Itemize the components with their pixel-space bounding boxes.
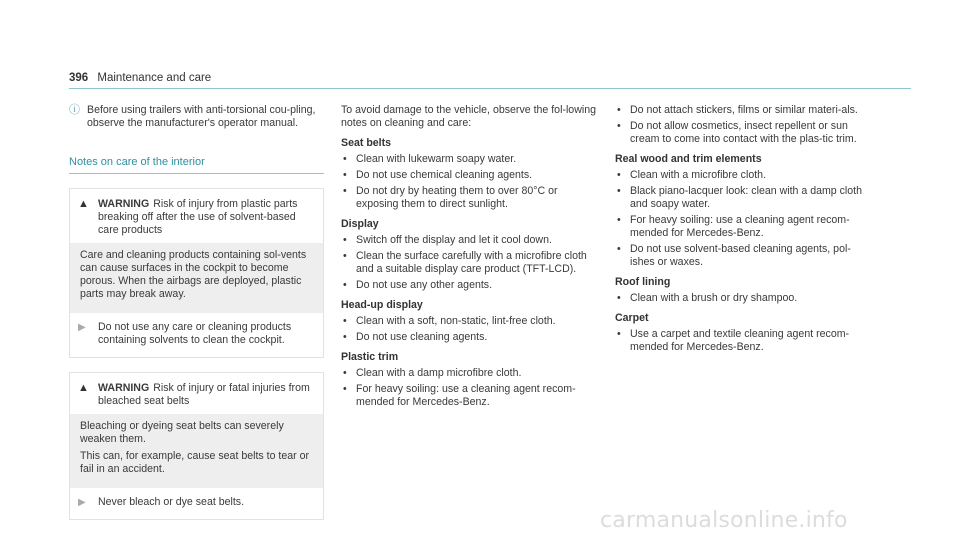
note-text: Before using trailers with anti-torsional cou-pling, observe the manufacturer's operator manual.: [87, 104, 316, 129]
list-item: • For heavy soiling: use a cleaning agent recom-mended for Mercedes-Benz.: [617, 214, 850, 239]
intro-text: To avoid damage to the vehicle, observe the fol-lowing notes on cleaning and care:: [341, 104, 596, 129]
info-icon: ⓘ: [69, 104, 80, 116]
section-divider: [69, 173, 324, 174]
list-item: • Clean with a soft, non-static, lint-free cloth.: [343, 315, 556, 327]
column-1: [69, 104, 324, 520]
warning-text: Bleaching or dyeing seat belts can severely weaken them.: [80, 420, 284, 445]
list-item: • Clean the surface carefully with a microfibre cloth and a suitable display care product (TFT-LCD).: [343, 250, 587, 275]
warning-header: [70, 373, 323, 414]
column-2: [341, 104, 601, 409]
list-item: • Clean with a brush or dry shampoo.: [617, 292, 798, 304]
subheading-carpet: Carpet: [615, 312, 649, 324]
page-number: 396: [69, 72, 89, 84]
warning-title: Risk of injury or fatal injuries from bleached seat belts: [98, 382, 310, 407]
instruction-text: Never bleach or dye seat belts.: [98, 496, 245, 508]
subheading-seat-belts: Seat belts: [341, 137, 392, 149]
subheading-plastic: Plastic trim: [341, 351, 399, 363]
warning-body: [70, 414, 323, 488]
warning-label: WARNING: [98, 198, 150, 210]
subheading-roof: Roof lining: [615, 276, 671, 288]
list-item: • Do not use any other agents.: [343, 279, 493, 291]
list-item: • Do not attach stickers, films or similar materi-als.: [617, 104, 858, 116]
subheading-wood: Real wood and trim elements: [615, 153, 762, 165]
page-header: [69, 72, 211, 84]
list-item: • Clean with a microfibre cloth.: [617, 169, 767, 181]
warning-instruction: [70, 488, 323, 519]
subheading-display: Display: [341, 218, 379, 230]
warning-body: [70, 243, 323, 313]
list-item: • Switch off the display and let it cool down.: [343, 234, 552, 246]
warning-box-seatbelts: [69, 372, 324, 520]
list-item: • For heavy soiling: use a cleaning agent recom-mended for Mercedes-Benz.: [343, 383, 576, 408]
watermark-text: carmanualsonline.info: [600, 508, 848, 533]
list-item: • Use a carpet and textile cleaning agent recom-mended for Mercedes-Benz.: [617, 328, 850, 353]
list-item: • Do not use solvent-based cleaning agents, pol-ishes or waxes.: [617, 243, 851, 268]
subheading-hud: Head-up display: [341, 299, 423, 311]
warning-header: [70, 189, 323, 243]
list-item: • Black piano-lacquer look: clean with a damp cloth and soapy water.: [617, 185, 863, 210]
header-divider: [69, 88, 911, 89]
warning-title: Risk of injury from plastic parts breaking off after the use of solvent-based care products: [98, 198, 298, 236]
warning-triangle-icon: ▲: [78, 198, 89, 210]
warning-text: Care and cleaning products containing sol-vents can cause surfaces in the cockpit to become porous. When the airbags are deployed, plastic parts may break away.: [80, 249, 307, 300]
list-item: • Clean with lukewarm soapy water.: [343, 153, 517, 165]
warning-triangle-icon: ▲: [78, 382, 89, 394]
arrow-icon: ▶: [78, 497, 86, 508]
list-item: • Do not use cleaning agents.: [343, 331, 488, 343]
chapter-title: Maintenance and care: [97, 72, 212, 84]
list-item: • Do not allow cosmetics, insect repellent or sun cream to come into contact with the plas-tic trim.: [617, 120, 857, 145]
list-item: • Do not dry by heating them to over 80°C or exposing them to direct sunlight.: [343, 185, 558, 210]
warning-instruction: [70, 313, 323, 357]
arrow-icon: ▶: [78, 322, 86, 333]
list-item: • Clean with a damp microfibre cloth.: [343, 367, 522, 379]
warning-label: WARNING: [98, 382, 150, 394]
section-title: Notes on care of the interior: [69, 156, 205, 168]
column-3: [615, 104, 875, 354]
warning-box-plastic: [69, 188, 324, 358]
list-item: • Do not use chemical cleaning agents.: [343, 169, 533, 181]
info-note: [69, 104, 324, 130]
warning-text: This can, for example, cause seat belts to tear or fail in an accident.: [80, 450, 310, 475]
instruction-text: Do not use any care or cleaning products containing solvents to clean the cockpit.: [98, 321, 292, 346]
